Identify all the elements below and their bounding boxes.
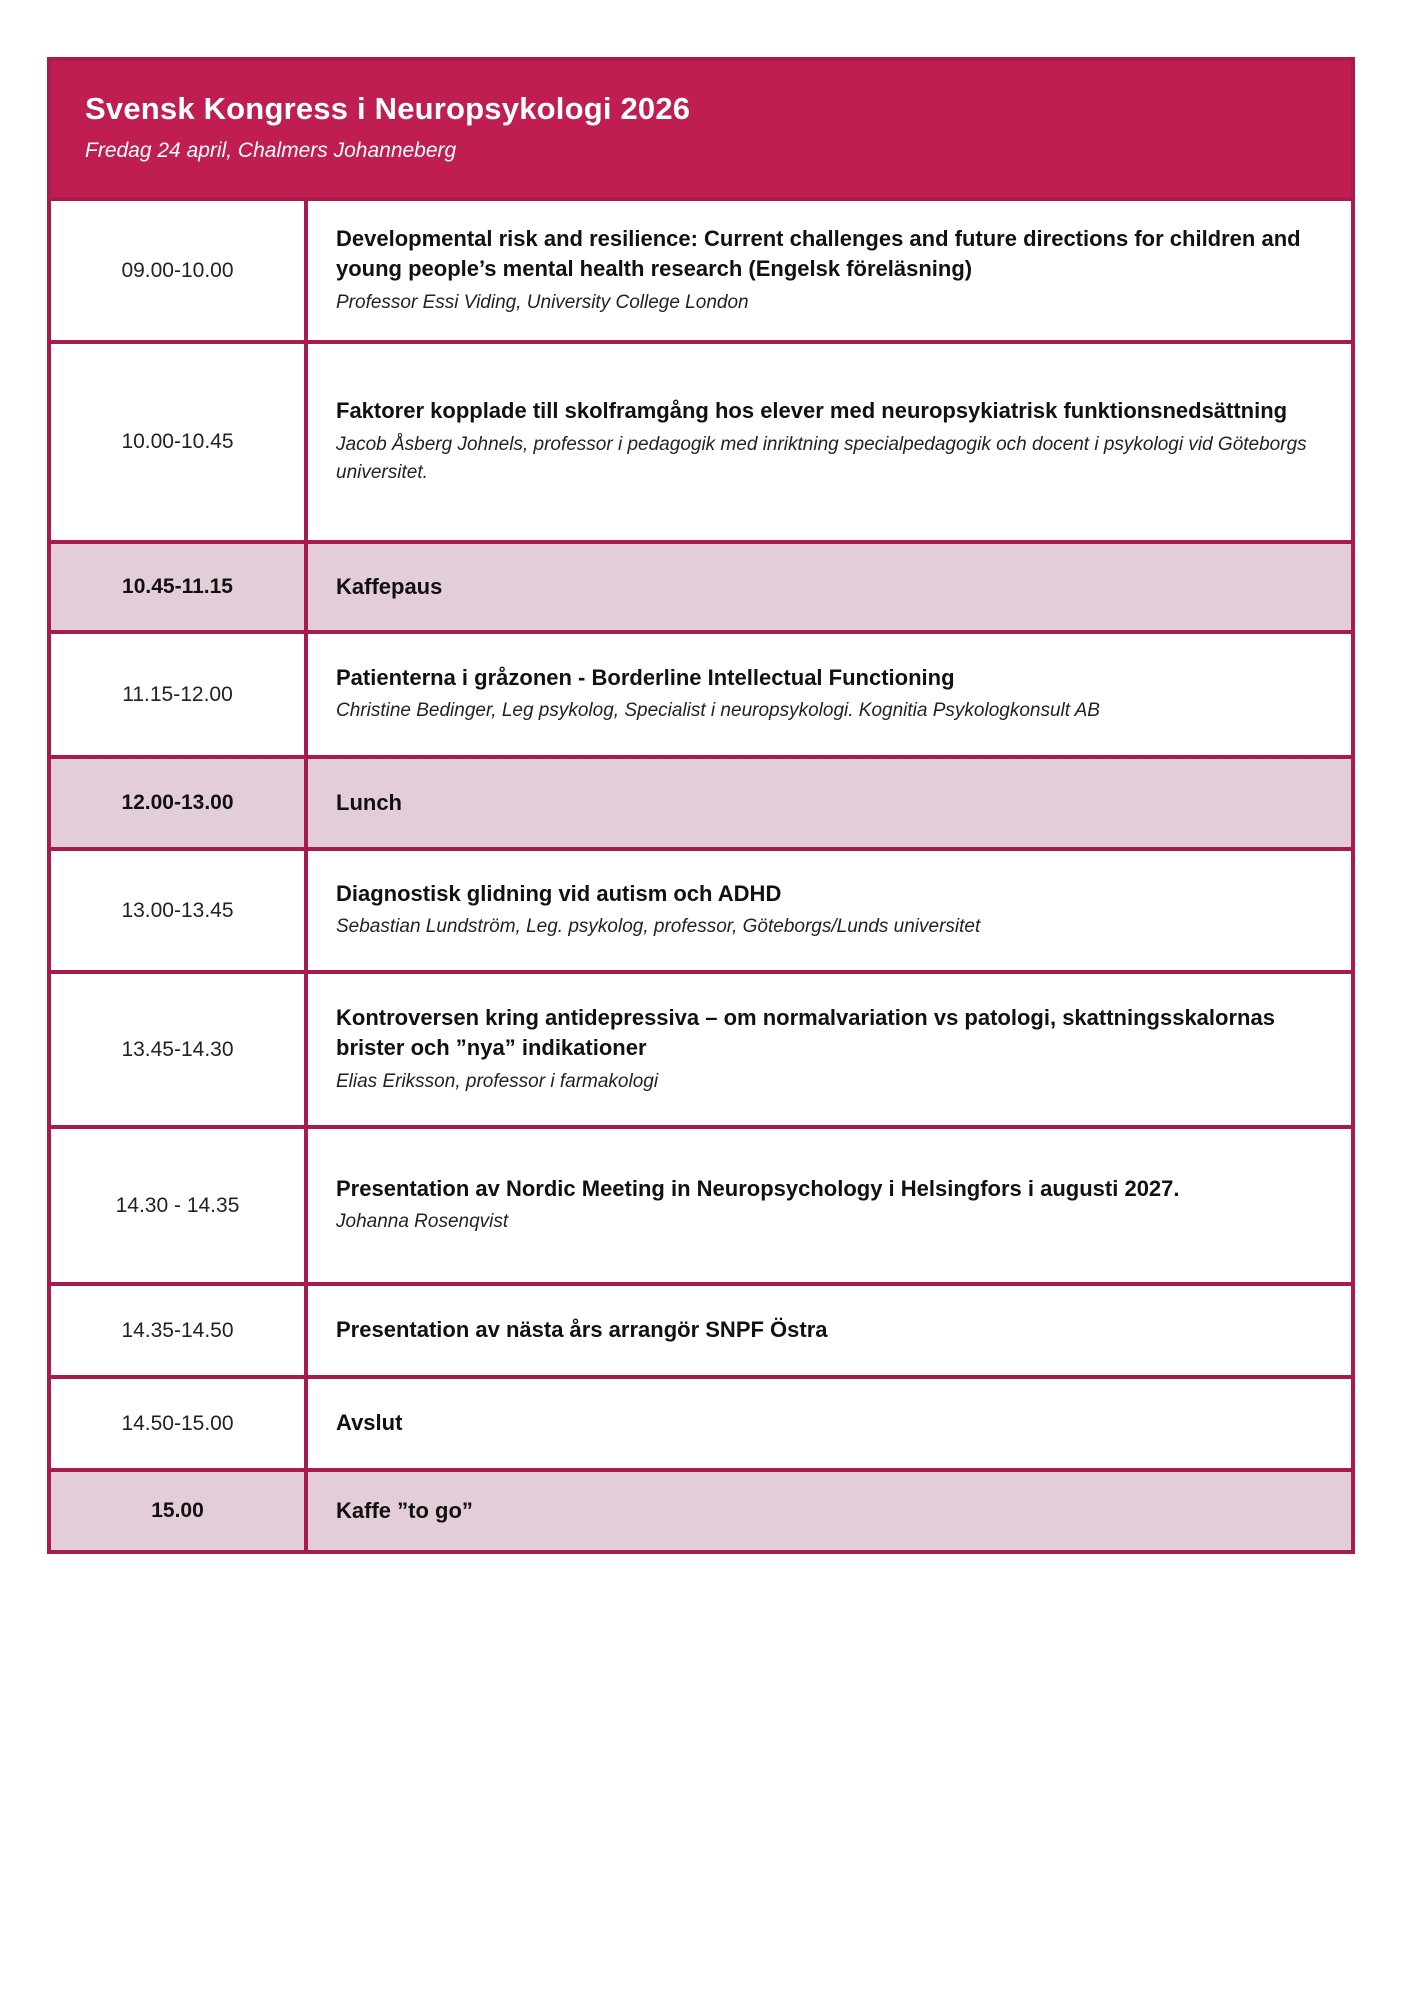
time-cell: 13.45-14.30 bbox=[51, 974, 308, 1125]
session-speaker: Sebastian Lundström, Leg. psykolog, professor, Göteborgs/Lunds universitet bbox=[336, 916, 981, 938]
session-speaker: Christine Bedinger, Leg psykolog, Specialist i neuropsykologi. Kognitia Psykologkonsult AB bbox=[336, 700, 1100, 722]
table-row bbox=[51, 540, 1351, 630]
session-title: Presentation av Nordic Meeting in Neuropsychology i Helsingfors i augusti 2027. bbox=[336, 1176, 1180, 1202]
table-row bbox=[51, 340, 1351, 540]
table-row bbox=[51, 1468, 1351, 1550]
session-title: Diagnostisk glidning vid autism och ADHD bbox=[336, 881, 782, 907]
session-cell bbox=[308, 544, 1351, 630]
table-row bbox=[51, 847, 1351, 970]
session-title: Patienterna i gråzonen - Borderline Intellectual Functioning bbox=[336, 665, 955, 691]
schedule-rows bbox=[51, 197, 1351, 1550]
time-cell: 10.00-10.45 bbox=[51, 344, 308, 540]
session-title: Kaffe ”to go” bbox=[336, 1497, 473, 1523]
session-cell bbox=[308, 759, 1351, 847]
session-title: Presentation av nästa års arrangör SNPF Östra bbox=[336, 1317, 828, 1343]
congress-subtitle: Fredag 24 april, Chalmers Johanneberg bbox=[85, 139, 457, 162]
session-title: Kaffepaus bbox=[336, 573, 443, 599]
table-row bbox=[51, 1375, 1351, 1468]
time-cell: 10.45-11.15 bbox=[51, 544, 308, 630]
session-cell bbox=[308, 201, 1351, 340]
session-cell bbox=[308, 1129, 1351, 1282]
session-title: Faktorer kopplade till skolframgång hos elever med neuropsykiatrisk funktionsnedsättning bbox=[336, 398, 1288, 424]
session-title: Lunch bbox=[336, 789, 402, 815]
congress-title: Svensk Kongress i Neuropsykologi 2026 bbox=[85, 91, 691, 126]
table-row bbox=[51, 630, 1351, 755]
time-cell: 14.50-15.00 bbox=[51, 1379, 308, 1468]
table-row bbox=[51, 755, 1351, 847]
session-title: Avslut bbox=[336, 1410, 403, 1436]
session-cell bbox=[308, 1379, 1351, 1468]
session-title: Kontroversen kring antidepressiva – om normalvariation vs patologi, skattningsskalornas brister och ”nya” indikationer bbox=[336, 1004, 1275, 1061]
time-cell: 12.00-13.00 bbox=[51, 759, 308, 847]
table-row bbox=[51, 1125, 1351, 1282]
program-header bbox=[51, 61, 1351, 197]
session-title: Developmental risk and resilience: Current challenges and future directions for children and young people’s mental health research (Engelsk föreläsning) bbox=[336, 225, 1301, 282]
session-speaker: Elias Eriksson, professor i farmakologi bbox=[336, 1070, 659, 1092]
session-speaker: Jacob Åsberg Johnels, professor i pedagogik med inriktning specialpedagogik och docent i psykologi vid Göteborgs universitet. bbox=[336, 433, 1307, 484]
session-cell bbox=[308, 344, 1351, 540]
table-row bbox=[51, 197, 1351, 340]
session-cell bbox=[308, 1286, 1351, 1375]
program-table bbox=[47, 57, 1355, 1554]
time-cell: 09.00-10.00 bbox=[51, 201, 308, 340]
time-cell: 15.00 bbox=[51, 1472, 308, 1550]
session-cell bbox=[308, 634, 1351, 755]
time-cell: 14.30 - 14.35 bbox=[51, 1129, 308, 1282]
session-speaker: Professor Essi Viding, University College London bbox=[336, 291, 749, 313]
session-cell bbox=[308, 974, 1351, 1125]
time-cell: 14.35-14.50 bbox=[51, 1286, 308, 1375]
table-row bbox=[51, 1282, 1351, 1375]
time-cell: 11.15-12.00 bbox=[51, 634, 308, 755]
session-cell bbox=[308, 851, 1351, 970]
table-row bbox=[51, 970, 1351, 1125]
session-speaker: Johanna Rosenqvist bbox=[336, 1211, 509, 1233]
time-cell: 13.00-13.45 bbox=[51, 851, 308, 970]
session-cell bbox=[308, 1472, 1351, 1550]
